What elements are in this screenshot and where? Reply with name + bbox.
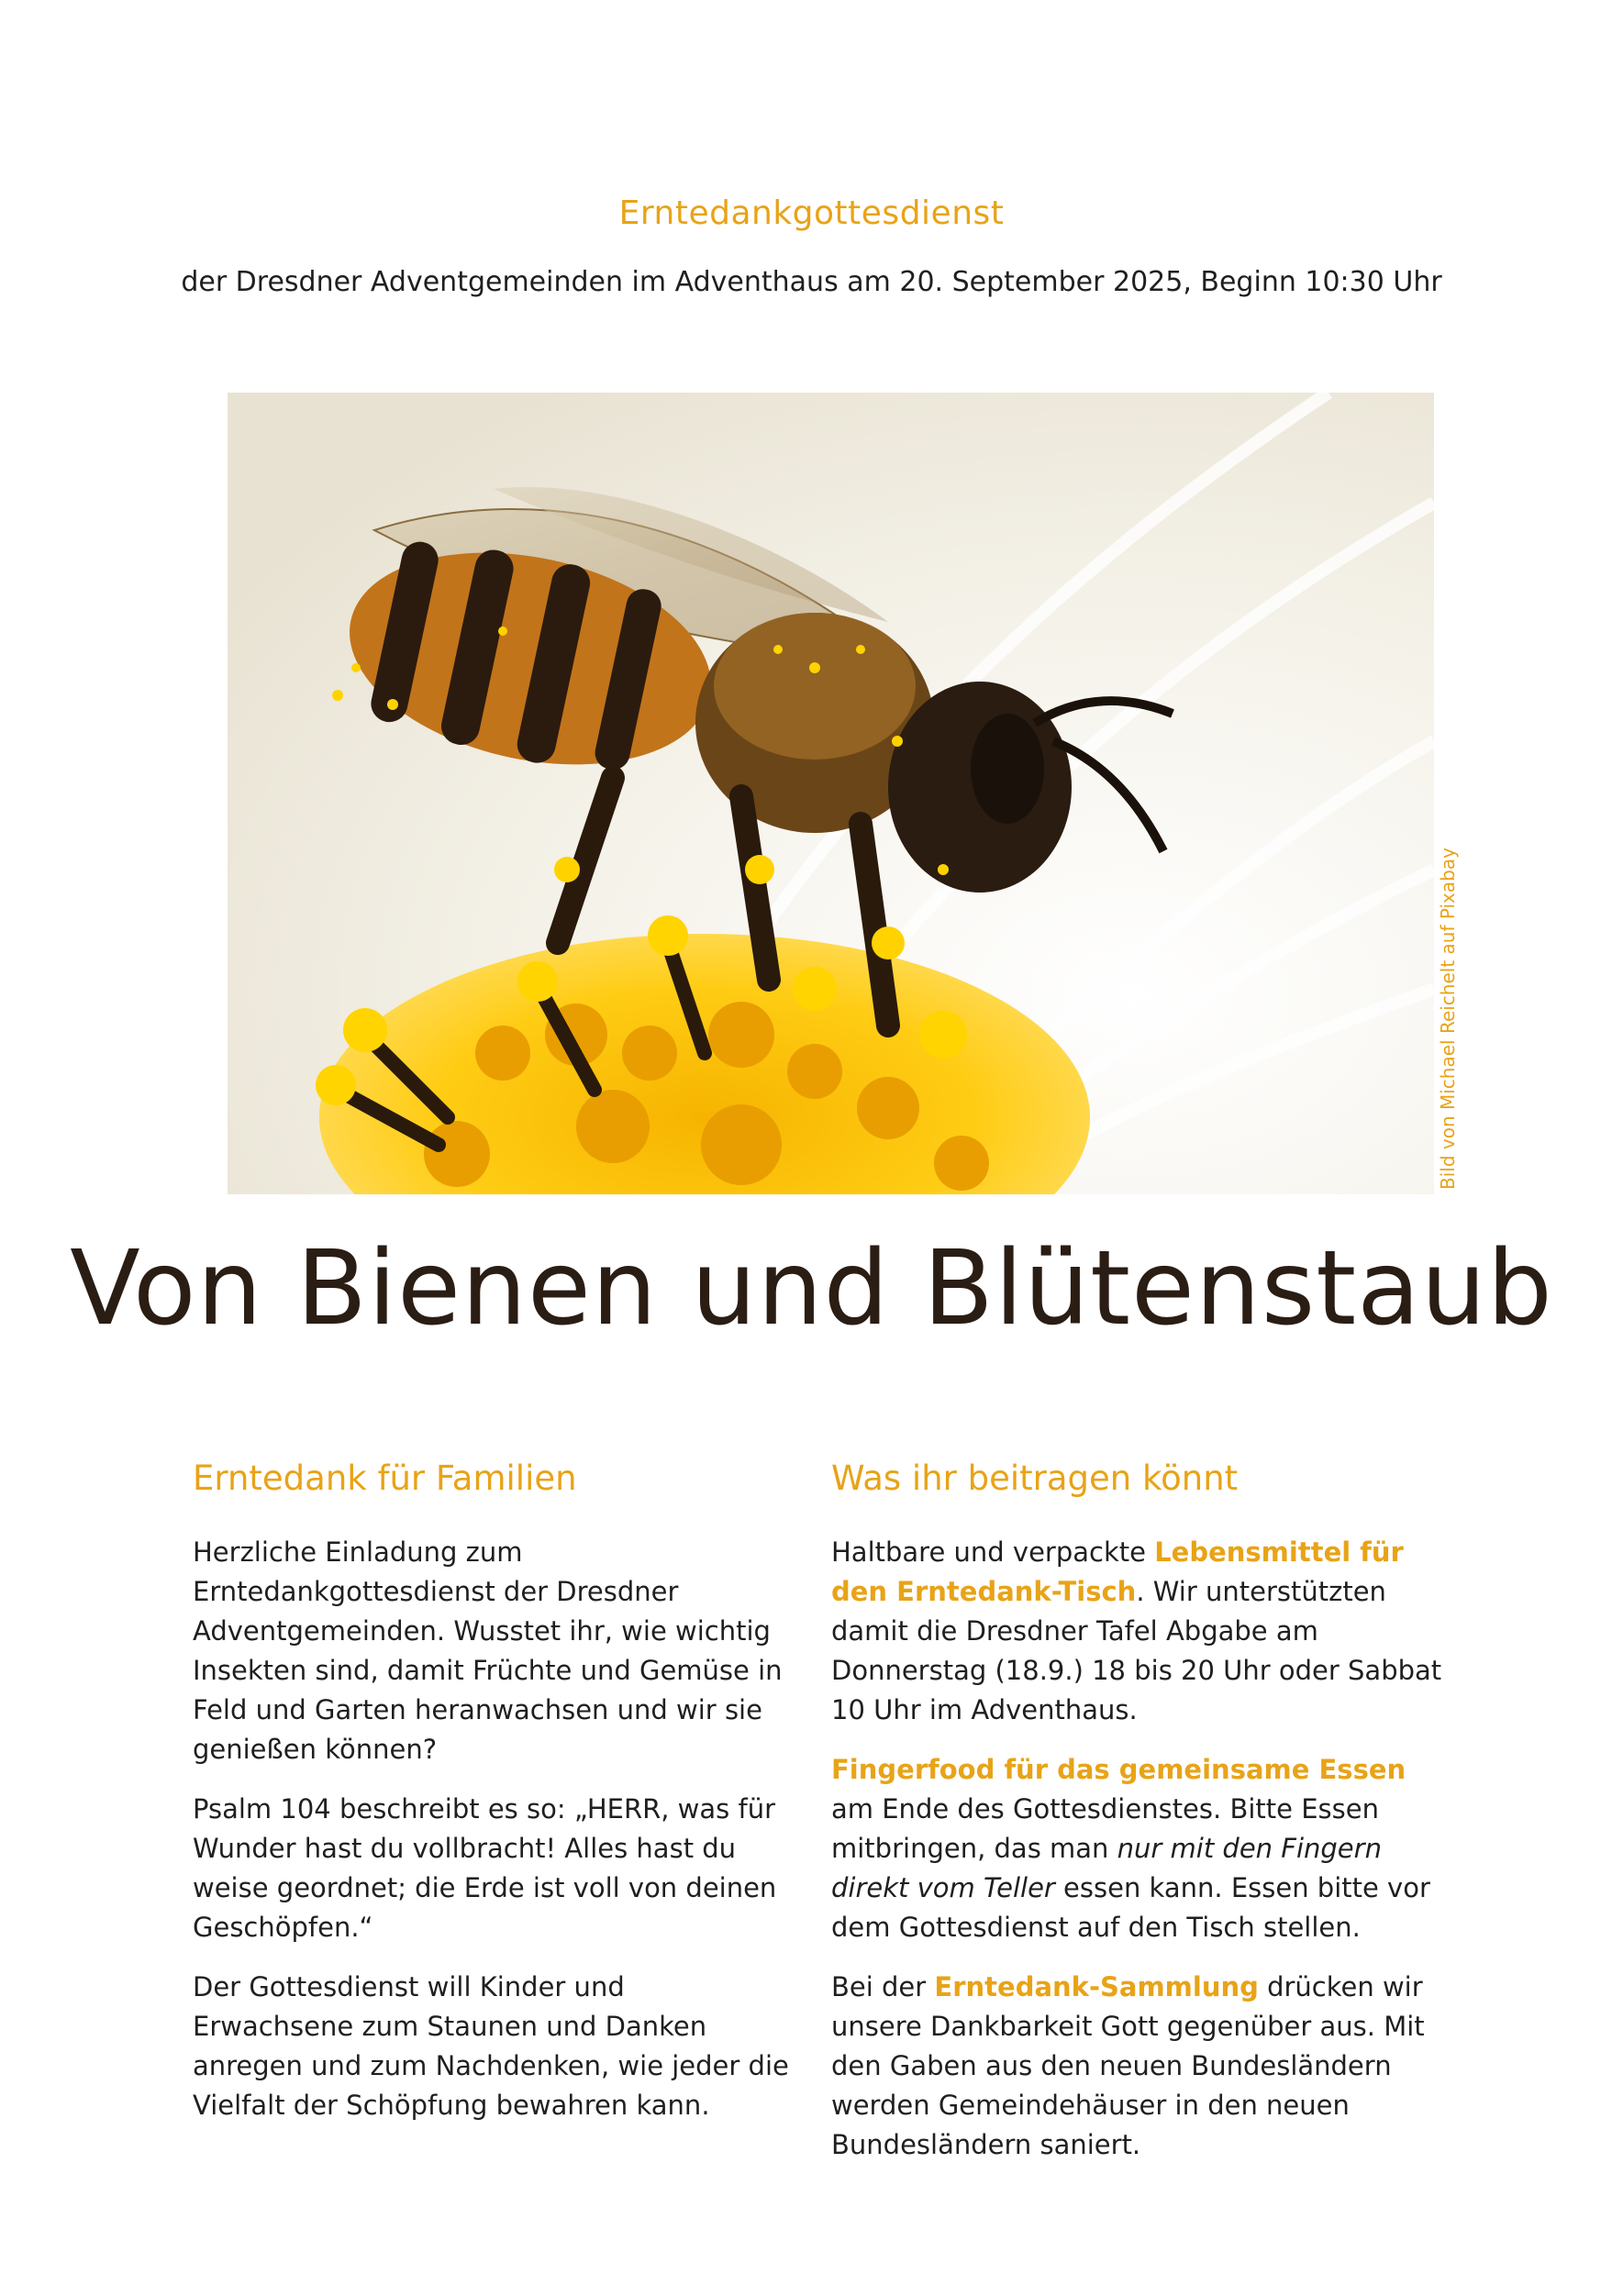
bee-photo bbox=[228, 393, 1434, 1194]
left-column bbox=[193, 1459, 789, 2146]
food-donation-highlight: Lebensmittel für den Erntedank-Tisch bbox=[831, 1536, 1404, 1607]
left-paragraph-1: Herzliche Einladung zum Erntedankgottesdienst der Dresdner Adventgemeinden. Wusstet ihr, wie wichtig Insekten sind, damit Früchte und Gemüse in Feld und Garten heranwachsen und wir sie genießen können? bbox=[193, 1536, 783, 1765]
fingerfood-highlight: Fingerfood für das gemeinsame Essen bbox=[831, 1754, 1406, 1785]
right-paragraph-3: Bei der Erntedank-Sammlung drücken wir unsere Dankbarkeit Gott gegenüber aus. Mit den Gaben aus den neuen Bundesländern werden Gemeindehäuser in den neuen Bundesländern saniert. bbox=[831, 1971, 1425, 2160]
right-paragraph-2: Fingerfood für das gemeinsame Essen am Ende des Gottesdienstes. Bitte Essen mitbringen, das man nur mit den Fingern direkt vom Teller essen kann. Essen bitte vor dem Gottesdienst auf den Tisch stellen. bbox=[831, 1754, 1430, 1943]
main-title: Von Bienen und Blütenstaub bbox=[70, 1229, 1553, 1348]
finger-italic: nur mit den Fingern direkt vom Teller bbox=[831, 1833, 1382, 1903]
photo-credit: Bild von Michael Reichelt auf Pixabay bbox=[1437, 848, 1459, 1190]
left-paragraph-2: Psalm 104 beschreibt es so: „HERR, was für Wunder hast du vollbracht! Alles hast du weise geordnet; die Erde ist voll von deinen Geschöpfen.“ bbox=[193, 1793, 777, 1943]
left-paragraph-3: Der Gottesdienst will Kinder und Erwachsene zum Staunen und Danken anregen und zum Nachdenken, wie jeder die Vielfalt der Schöpfung bewahren kann. bbox=[193, 1971, 789, 2121]
collection-highlight: Erntedank-Sammlung bbox=[934, 1971, 1259, 2002]
right-column bbox=[831, 1459, 1446, 2185]
event-title: Erntedankgottesdienst bbox=[618, 194, 1005, 232]
event-subtitle: der Dresdner Adventgemeinden im Adventhaus am 20. September 2025, Beginn 10:30 Uhr bbox=[181, 266, 1442, 298]
left-heading: Erntedank für Familien bbox=[193, 1459, 577, 1498]
right-paragraph-1: Haltbare und verpackte Lebensmittel für den Erntedank-Tisch. Wir unterstützten damit die Dresdner Tafel Abgabe am Donnerstag (18.9.) 18 bis 20 Uhr oder Sabbat 10 Uhr im Adventhaus. bbox=[831, 1536, 1442, 1725]
right-heading: Was ihr beitragen könnt bbox=[831, 1459, 1239, 1498]
